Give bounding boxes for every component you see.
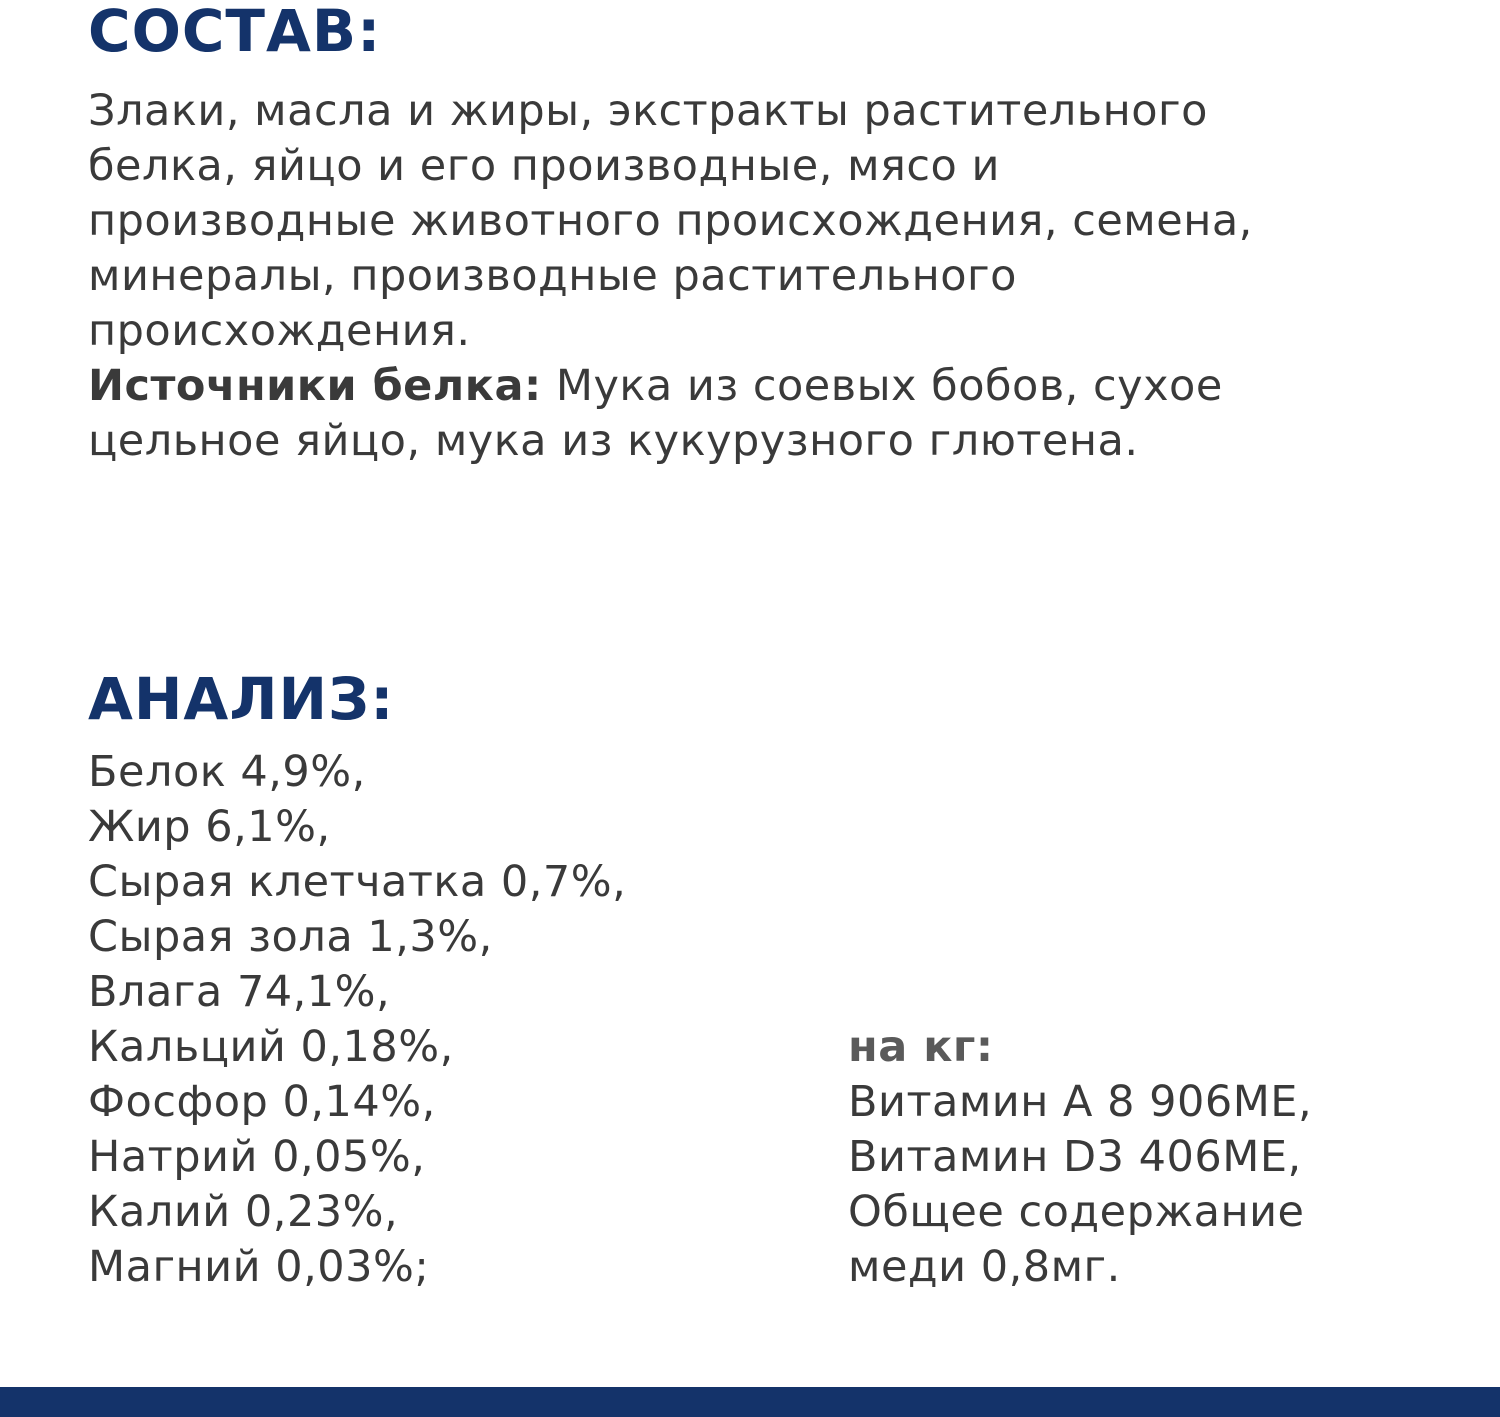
protein-sources-label: Источники белка: [88, 361, 542, 411]
per-kg-item-vitamin-d3: Витамин D3 406МЕ, [848, 1132, 1302, 1182]
per-kg-item-copper-label: Общее содержание [848, 1187, 1305, 1237]
analysis-item-magnesium: Магний 0,03%; [88, 1242, 430, 1292]
protein-sources-line [88, 359, 1468, 414]
per-kg-item-vitamin-a: Витамин А 8 906МЕ, [848, 1077, 1313, 1127]
composition-line: производные животного происхождения, семена, [88, 196, 1253, 246]
protein-sources-text: Мука из соевых бобов, сухое [541, 361, 1223, 411]
composition-line: происхождения. [88, 306, 471, 356]
composition-heading: СОСТАВ: [88, 0, 382, 65]
analysis-item-protein: Белок 4,9%, [88, 747, 366, 797]
per-kg-item-copper-value: меди 0,8мг. [848, 1242, 1121, 1292]
analysis-list [88, 745, 626, 1295]
composition-line: белка, яйцо и его производные, мясо и [88, 141, 1000, 191]
composition-line: Злаки, масла и жиры, экстракты растительного [88, 86, 1208, 136]
protein-sources-text-continued: цельное яйцо, мука из кукурузного глютена. [88, 416, 1139, 466]
analysis-item-crude-ash: Сырая зола 1,3%, [88, 912, 493, 962]
composition-text [88, 84, 1468, 469]
analysis-item-fat: Жир 6,1%, [88, 802, 331, 852]
analysis-item-crude-fiber: Сырая клетчатка 0,7%, [88, 857, 627, 907]
analysis-heading: АНАЛИЗ: [88, 665, 395, 733]
analysis-item-potassium: Калий 0,23%, [88, 1187, 399, 1237]
footer-bar [0, 1387, 1500, 1417]
per-kg-block [848, 1020, 1312, 1295]
analysis-item-sodium: Натрий 0,05%, [88, 1132, 426, 1182]
analysis-item-phosphorus: Фосфор 0,14%, [88, 1077, 436, 1127]
per-kg-label: на кг: [848, 1022, 994, 1072]
analysis-item-calcium: Кальций 0,18%, [88, 1022, 454, 1072]
analysis-item-moisture: Влага 74,1%, [88, 967, 391, 1017]
composition-line: минералы, производные растительного [88, 251, 1017, 301]
